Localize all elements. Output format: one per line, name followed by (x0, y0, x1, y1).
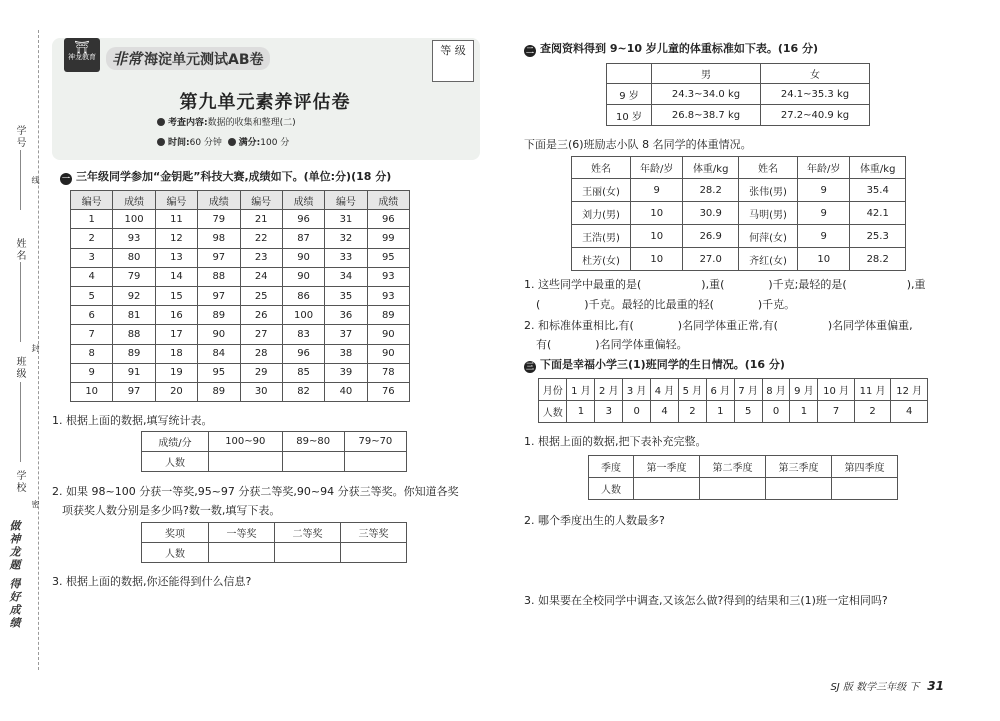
table-cell: 78 (367, 363, 409, 382)
table-header-cell: 男 (652, 64, 761, 84)
text: 有( (536, 338, 552, 351)
class-label: 班级 (14, 356, 25, 380)
table-cell: 96 (282, 344, 324, 363)
table-cell: 11 (155, 210, 197, 229)
text: ),重 (906, 278, 926, 291)
table-cell: 9 (798, 179, 850, 202)
student-id-label: 学号 (14, 125, 25, 149)
table-cell: 97 (113, 382, 155, 401)
table-cell: 30.9 (683, 202, 739, 225)
binding-strip (0, 0, 40, 721)
table-cell: 85 (282, 363, 324, 382)
table-cell: 31 (325, 210, 367, 229)
table-cell: 32 (325, 229, 367, 248)
count-row (539, 401, 928, 423)
table-cell: 93 (113, 229, 155, 248)
answer-cell[interactable] (766, 478, 832, 500)
content-value: 数据的收集和整理(二) (207, 118, 296, 128)
table-cell: 33 (325, 248, 367, 267)
s3-question1: 1. 根据上面的数据,把下表补充完整。 (524, 435, 707, 448)
count-cell: 4 (891, 401, 928, 423)
table-cell: 87 (282, 229, 324, 248)
count-cell: 4 (651, 401, 679, 423)
table-header-cell: 体重/kg (850, 157, 906, 179)
table-header-cell: 成绩 (367, 191, 409, 210)
text: 2. 和标准体重相比,有( (524, 319, 634, 332)
table-header-cell: 二等奖 (275, 523, 341, 543)
page-footer (830, 678, 944, 693)
table-cell: 39 (325, 363, 367, 382)
answer-cell[interactable] (209, 543, 275, 563)
exam-meta (157, 135, 289, 148)
table-cell: 9 (631, 179, 683, 202)
table-cell: 81 (113, 306, 155, 325)
text: )千克。 (757, 298, 796, 311)
table-cell: 15 (155, 286, 197, 305)
table-cell: 90 (282, 267, 324, 286)
quarter-table (588, 455, 898, 500)
row-label: 人数 (142, 452, 209, 472)
count-cell: 2 (678, 401, 706, 423)
table-cell: 80 (113, 248, 155, 267)
class-blank[interactable] (20, 382, 21, 462)
name-label: 姓名 (14, 238, 25, 262)
score-value: 100 分 (260, 138, 290, 148)
birthday-table (538, 378, 928, 423)
month-cell: 2 月 (595, 379, 623, 401)
table-header-cell: 79~70 (344, 432, 406, 452)
table-header-cell: 成绩 (282, 191, 324, 210)
s3-question3: 3. 如果要在全校同学中调查,又该怎么做?得到的结果和三(1)班一定相同吗? (524, 594, 888, 607)
table-row (71, 382, 410, 401)
text: ),重( (701, 278, 725, 291)
s1-question2-line2: 项获奖人数分别是多少吗?数一数,填写下表。 (62, 504, 281, 517)
time-value: 60 分钟 (189, 138, 222, 148)
table-cell: 2 (71, 229, 113, 248)
count-cell: 5 (734, 401, 762, 423)
row-label: 人数 (142, 543, 209, 563)
month-row (539, 379, 928, 401)
table-cell: 8 (71, 344, 113, 363)
answer-area[interactable] (530, 610, 930, 665)
table-cell: 92 (113, 286, 155, 305)
grade-box[interactable] (432, 40, 474, 82)
table-header-cell: 三等奖 (341, 523, 407, 543)
table-header-cell: 100~90 (209, 432, 283, 452)
section-number-icon: 二 (526, 46, 534, 55)
table-cell: 35.4 (850, 179, 906, 202)
text: ( (536, 298, 541, 311)
table-row (572, 248, 906, 271)
s1-question1: 1. 根据上面的数据,填写统计表。 (52, 414, 213, 427)
table-cell: 96 (367, 210, 409, 229)
count-cell: 0 (762, 401, 790, 423)
table-cell: 5 (71, 286, 113, 305)
table-header-cell: 第四季度 (832, 456, 898, 478)
text: 1. 这些同学中最重的是( (524, 278, 642, 291)
publisher-logo (64, 38, 100, 72)
table-cell: 97 (198, 248, 240, 267)
table-header-cell: 一等奖 (209, 523, 275, 543)
table-cell: 29 (240, 363, 282, 382)
award-table (141, 522, 407, 563)
text: )名同学体重偏重, (827, 319, 913, 332)
table-cell: 13 (155, 248, 197, 267)
section2-heading (524, 40, 818, 57)
month-cell: 11 月 (854, 379, 891, 401)
table-cell: 齐红(女) (738, 248, 797, 271)
seal-mark-secret: 密 (31, 500, 40, 510)
answer-cell[interactable] (634, 478, 700, 500)
count-cell: 2 (854, 401, 891, 423)
table-cell: 99 (367, 229, 409, 248)
student-id-blank[interactable] (20, 150, 21, 210)
star-icon (228, 138, 236, 146)
table-cell: 93 (367, 286, 409, 305)
table-header-cell: 成绩 (198, 191, 240, 210)
table-header-cell: 编号 (71, 191, 113, 210)
month-cell: 4 月 (651, 379, 679, 401)
table-cell: 79 (113, 267, 155, 286)
table-row (572, 202, 906, 225)
edition-label: SJ 版 数学三年级 下 (830, 682, 920, 693)
section1-heading (60, 168, 391, 185)
table-header-cell (607, 64, 652, 84)
logo-text: 神龙教育 (68, 53, 96, 61)
table-cell: 83 (282, 325, 324, 344)
answer-area[interactable] (530, 530, 930, 580)
count-cell: 1 (706, 401, 734, 423)
table-cell: 7 (71, 325, 113, 344)
table-header-cell: 第三季度 (766, 456, 832, 478)
count-cell: 3 (595, 401, 623, 423)
answer-cell[interactable] (282, 452, 344, 472)
table-cell: 24.1~35.3 kg (761, 84, 870, 105)
table-cell: 27.2~40.9 kg (761, 105, 870, 126)
brand-name: 海淀单元测试AB卷 (144, 52, 264, 68)
table-cell: 24.3~34.0 kg (652, 84, 761, 105)
answer-area[interactable] (60, 592, 480, 662)
month-cell: 3 月 (623, 379, 651, 401)
table-cell: 30 (240, 382, 282, 401)
table-header-row (572, 157, 906, 179)
section-number-icon: 一 (62, 174, 70, 183)
month-cell: 7 月 (734, 379, 762, 401)
table-cell: 95 (367, 248, 409, 267)
scores-table (70, 190, 410, 402)
section3-heading (524, 356, 785, 373)
seal-mark-line: 线 (31, 176, 40, 186)
table-cell: 9 (798, 225, 850, 248)
school-label: 学校 (14, 470, 25, 494)
answer-cell[interactable] (275, 543, 341, 563)
table-cell: 42.1 (850, 202, 906, 225)
table-cell: 10 (631, 225, 683, 248)
table-row (71, 325, 410, 344)
page-title: 第九单元素养评估卷 (179, 92, 351, 113)
table-cell: 23 (240, 248, 282, 267)
seal-mark-seal: 封 (31, 344, 40, 354)
table-cell: 10 (71, 382, 113, 401)
slogan: 做神龙题 得好成绩 (8, 520, 21, 630)
month-cell: 10 月 (818, 379, 855, 401)
s1-question2-line1: 2. 如果 98~100 分获一等奖,95~97 分获二等奖,90~94 分获三等奖。你知道各奖 (52, 485, 459, 498)
table-cell: 89 (198, 306, 240, 325)
table-cell: 26.9 (683, 225, 739, 248)
table-cell: 84 (198, 344, 240, 363)
table-header-cell: 季度 (589, 456, 634, 478)
s2-intro: 下面是三(6)班励志小队 8 名同学的体重情况。 (524, 138, 752, 151)
gate-icon: ⛩ (74, 40, 90, 54)
grade-label: 等 级 (440, 44, 466, 57)
answer-cell[interactable] (209, 452, 283, 472)
table-cell: 14 (155, 267, 197, 286)
s1-question3: 3. 根据上面的数据,你还能得到什么信息? (52, 575, 252, 588)
table-cell: 98 (198, 229, 240, 248)
answer-cell[interactable] (341, 543, 407, 563)
table-cell: 9 (798, 202, 850, 225)
table-cell: 28.2 (850, 248, 906, 271)
table-cell: 19 (155, 363, 197, 382)
table-header-cell: 体重/kg (683, 157, 739, 179)
series-brand (106, 47, 270, 70)
table-cell: 6 (71, 306, 113, 325)
table-header-cell: 奖项 (142, 523, 209, 543)
table-row (71, 248, 410, 267)
table-cell: 何萍(女) (738, 225, 797, 248)
table-header-cell: 编号 (155, 191, 197, 210)
text: )千克。最轻的比最重的轻( (584, 298, 714, 311)
row-label: 人数 (589, 478, 634, 500)
month-cell: 12 月 (891, 379, 928, 401)
count-cell: 1 (567, 401, 595, 423)
score-range-table (141, 431, 407, 472)
table-row (71, 344, 410, 363)
s2-question1-line2 (536, 296, 795, 312)
table-cell: 34 (325, 267, 367, 286)
table-cell: 9 (71, 363, 113, 382)
table-cell: 38 (325, 344, 367, 363)
section3-heading-text: 下面是幸福小学三(1)班同学的生日情况。(16 分) (540, 358, 785, 371)
page-number: 31 (927, 679, 944, 693)
time-label: 时间: (168, 138, 190, 148)
table-cell: 96 (282, 210, 324, 229)
table-cell: 9 岁 (607, 84, 652, 105)
table-header-cell: 女 (761, 64, 870, 84)
row-label: 月份 (539, 379, 567, 401)
table-cell: 张伟(男) (738, 179, 797, 202)
table-header-cell: 姓名 (738, 157, 797, 179)
answer-cell[interactable] (832, 478, 898, 500)
month-cell: 1 月 (567, 379, 595, 401)
table-header-cell: 姓名 (572, 157, 631, 179)
content-label: 考查内容: (168, 118, 208, 128)
text: )名同学体重正常,有( (677, 319, 778, 332)
table-cell: 90 (367, 325, 409, 344)
table-cell: 10 (631, 248, 683, 271)
section1-heading-text: 三年级同学参加“金钥匙”科技大赛,成绩如下。(单位:分)(18 分) (76, 170, 392, 183)
table-header-cell: 成绩 (113, 191, 155, 210)
answer-cell[interactable] (700, 478, 766, 500)
table-cell: 40 (325, 382, 367, 401)
table-cell: 26.8~38.7 kg (652, 105, 761, 126)
table-cell: 10 (631, 202, 683, 225)
clock-icon (157, 138, 165, 146)
table-cell: 10 岁 (607, 105, 652, 126)
table-cell: 91 (113, 363, 155, 382)
table-cell: 马明(男) (738, 202, 797, 225)
table-header-cell: 年龄/岁 (631, 157, 683, 179)
table-cell: 100 (113, 210, 155, 229)
table-cell: 21 (240, 210, 282, 229)
table-cell: 27.0 (683, 248, 739, 271)
table-header-cell: 第二季度 (700, 456, 766, 478)
table-cell: 1 (71, 210, 113, 229)
count-cell: 7 (818, 401, 855, 423)
table-cell: 90 (198, 325, 240, 344)
table-cell: 76 (367, 382, 409, 401)
table-cell: 89 (367, 306, 409, 325)
table-cell: 22 (240, 229, 282, 248)
table-cell: 35 (325, 286, 367, 305)
answer-cell[interactable] (344, 452, 406, 472)
month-cell: 6 月 (706, 379, 734, 401)
table-cell: 86 (282, 286, 324, 305)
text: )名同学体重偏轻。 (595, 338, 688, 351)
table-cell: 王浩(男) (572, 225, 631, 248)
exam-content (157, 115, 296, 128)
table-row (71, 306, 410, 325)
table-cell: 36 (325, 306, 367, 325)
table-row (71, 286, 410, 305)
table-cell: 王丽(女) (572, 179, 631, 202)
s2-question2-line1 (524, 317, 913, 333)
table-cell: 17 (155, 325, 197, 344)
table-row (572, 225, 906, 248)
table-cell: 37 (325, 325, 367, 344)
table-cell: 25.3 (850, 225, 906, 248)
month-cell: 5 月 (678, 379, 706, 401)
table-cell: 27 (240, 325, 282, 344)
table-cell: 90 (282, 248, 324, 267)
table-cell: 4 (71, 267, 113, 286)
s3-question2: 2. 哪个季度出生的人数最多? (524, 514, 665, 527)
table-cell: 100 (282, 306, 324, 325)
weight-standard-table (606, 63, 870, 126)
table-cell: 28 (240, 344, 282, 363)
table-row (71, 229, 410, 248)
table-header-cell: 编号 (325, 191, 367, 210)
table-cell: 刘力(男) (572, 202, 631, 225)
table-cell: 95 (198, 363, 240, 382)
section2-heading-text: 查阅资料得到 9~10 岁儿童的体重标准如下表。(16 分) (540, 42, 819, 55)
count-cell: 0 (623, 401, 651, 423)
table-cell: 79 (198, 210, 240, 229)
table-cell: 82 (282, 382, 324, 401)
table-header-cell: 89~80 (282, 432, 344, 452)
table-header-row (71, 191, 410, 210)
brand-prefix: 非常 (112, 50, 143, 68)
table-cell: 杜芳(女) (572, 248, 631, 271)
table-cell: 18 (155, 344, 197, 363)
table-cell: 89 (198, 382, 240, 401)
table-cell: 93 (367, 267, 409, 286)
table-row (71, 267, 410, 286)
table-cell: 88 (198, 267, 240, 286)
table-cell: 10 (798, 248, 850, 271)
table-row (71, 210, 410, 229)
student-weight-table (571, 156, 906, 271)
table-header-cell: 编号 (240, 191, 282, 210)
table-cell: 12 (155, 229, 197, 248)
table-cell: 97 (198, 286, 240, 305)
table-header-cell: 第一季度 (634, 456, 700, 478)
magnifier-icon (157, 118, 165, 126)
month-cell: 9 月 (790, 379, 818, 401)
table-row (71, 363, 410, 382)
table-cell: 3 (71, 248, 113, 267)
month-cell: 8 月 (762, 379, 790, 401)
text: )千克;最轻的是( (768, 278, 847, 291)
table-cell: 24 (240, 267, 282, 286)
count-cell: 1 (790, 401, 818, 423)
table-cell: 20 (155, 382, 197, 401)
row-label: 人数 (539, 401, 567, 423)
table-cell: 16 (155, 306, 197, 325)
score-label: 满分: (238, 138, 261, 148)
s2-question2-line2 (536, 336, 688, 352)
table-cell: 90 (367, 344, 409, 363)
table-cell: 88 (113, 325, 155, 344)
table-header-cell: 年龄/岁 (798, 157, 850, 179)
table-cell: 26 (240, 306, 282, 325)
table-cell: 25 (240, 286, 282, 305)
s2-question1-line1 (524, 276, 925, 292)
table-cell: 28.2 (683, 179, 739, 202)
table-cell: 89 (113, 344, 155, 363)
table-header-cell: 成绩/分 (142, 432, 209, 452)
table-row (572, 179, 906, 202)
name-blank[interactable] (20, 262, 21, 342)
section-number-icon: 三 (526, 362, 534, 371)
